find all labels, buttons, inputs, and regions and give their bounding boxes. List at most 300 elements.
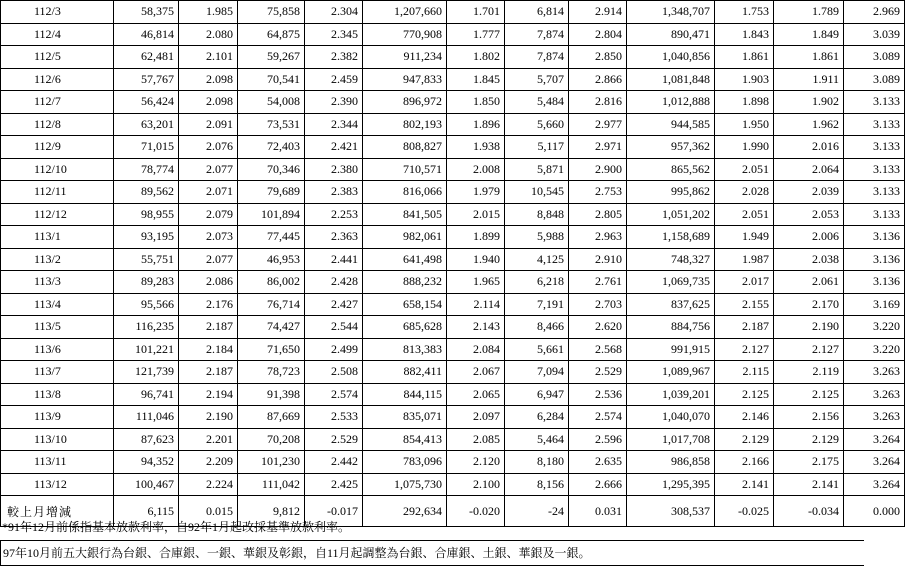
value-cell: 3.263 bbox=[844, 406, 905, 429]
value-cell: 3.136 bbox=[844, 248, 905, 271]
value-cell: 7,094 bbox=[505, 361, 569, 384]
value-cell: 2.209 bbox=[179, 451, 238, 474]
value-cell: 3.089 bbox=[844, 68, 905, 91]
value-cell: 5,464 bbox=[505, 428, 569, 451]
value-cell: 770,908 bbox=[363, 23, 447, 46]
value-cell: 87,669 bbox=[238, 406, 305, 429]
period-cell: 112/9 bbox=[1, 136, 114, 159]
value-cell: 2.816 bbox=[569, 91, 627, 114]
value-cell: 3.136 bbox=[844, 226, 905, 249]
value-cell: 2.098 bbox=[179, 68, 238, 91]
value-cell: 3.220 bbox=[844, 338, 905, 361]
value-cell: 2.805 bbox=[569, 203, 627, 226]
value-cell: 2.085 bbox=[447, 428, 505, 451]
value-cell: 2.428 bbox=[305, 271, 363, 294]
value-cell: 2.900 bbox=[569, 158, 627, 181]
value-cell: 6,115 bbox=[114, 496, 179, 527]
value-cell: 7,874 bbox=[505, 46, 569, 69]
value-cell: 2.086 bbox=[179, 271, 238, 294]
period-cell: 113/3 bbox=[1, 271, 114, 294]
value-cell: 2.016 bbox=[774, 136, 844, 159]
value-cell: 2.253 bbox=[305, 203, 363, 226]
value-cell: 71,650 bbox=[238, 338, 305, 361]
value-cell: 2.061 bbox=[774, 271, 844, 294]
value-cell: 55,751 bbox=[114, 248, 179, 271]
value-cell: 1.898 bbox=[715, 91, 774, 114]
value-cell: 3.039 bbox=[844, 23, 905, 46]
value-cell: 2.038 bbox=[774, 248, 844, 271]
value-cell: 835,071 bbox=[363, 406, 447, 429]
value-cell: 3.264 bbox=[844, 451, 905, 474]
value-cell: 2.064 bbox=[774, 158, 844, 181]
value-cell: 1,017,708 bbox=[627, 428, 715, 451]
value-cell: 8,466 bbox=[505, 316, 569, 339]
value-cell: 2.100 bbox=[447, 473, 505, 496]
value-cell: 2.536 bbox=[569, 383, 627, 406]
value-cell: 1.990 bbox=[715, 136, 774, 159]
table-row bbox=[1, 181, 905, 204]
value-cell: 46,953 bbox=[238, 248, 305, 271]
value-cell: 5,484 bbox=[505, 91, 569, 114]
value-cell: 2.753 bbox=[569, 181, 627, 204]
value-cell: 57,767 bbox=[114, 68, 179, 91]
table-row bbox=[1, 316, 905, 339]
value-cell: 2.499 bbox=[305, 338, 363, 361]
value-cell: 89,562 bbox=[114, 181, 179, 204]
value-cell: 2.143 bbox=[447, 316, 505, 339]
value-cell: 8,180 bbox=[505, 451, 569, 474]
value-cell: 1.902 bbox=[774, 91, 844, 114]
value-cell: 1.753 bbox=[715, 1, 774, 24]
table-row bbox=[1, 158, 905, 181]
value-cell: 2.114 bbox=[447, 293, 505, 316]
value-cell: 1.940 bbox=[447, 248, 505, 271]
value-cell: 1.777 bbox=[447, 23, 505, 46]
value-cell: 0.000 bbox=[844, 496, 905, 527]
value-cell: 816,066 bbox=[363, 181, 447, 204]
table-row bbox=[1, 428, 905, 451]
value-cell: 2.170 bbox=[774, 293, 844, 316]
value-cell: 46,814 bbox=[114, 23, 179, 46]
value-cell: 2.345 bbox=[305, 23, 363, 46]
value-cell: 111,046 bbox=[114, 406, 179, 429]
table-row bbox=[1, 113, 905, 136]
value-cell: 8,156 bbox=[505, 473, 569, 496]
value-cell: 2.910 bbox=[569, 248, 627, 271]
table-row bbox=[1, 473, 905, 496]
value-cell: 93,195 bbox=[114, 226, 179, 249]
value-cell: 844,115 bbox=[363, 383, 447, 406]
value-cell: 2.077 bbox=[179, 158, 238, 181]
value-cell: 2.129 bbox=[715, 428, 774, 451]
value-cell: 101,230 bbox=[238, 451, 305, 474]
period-cell: 112/5 bbox=[1, 46, 114, 69]
value-cell: 2.201 bbox=[179, 428, 238, 451]
value-cell: 2.065 bbox=[447, 383, 505, 406]
period-cell: 113/2 bbox=[1, 248, 114, 271]
value-cell: 982,061 bbox=[363, 226, 447, 249]
value-cell: 2.969 bbox=[844, 1, 905, 24]
value-cell: 2.028 bbox=[715, 181, 774, 204]
value-cell: 78,774 bbox=[114, 158, 179, 181]
value-cell: 292,634 bbox=[363, 496, 447, 527]
value-cell: 2.529 bbox=[305, 428, 363, 451]
value-cell: 1.938 bbox=[447, 136, 505, 159]
table-body bbox=[1, 1, 905, 527]
value-cell: 5,707 bbox=[505, 68, 569, 91]
value-cell: 1,207,660 bbox=[363, 1, 447, 24]
value-cell: 1.965 bbox=[447, 271, 505, 294]
period-cell: 113/5 bbox=[1, 316, 114, 339]
value-cell: 6,814 bbox=[505, 1, 569, 24]
table-row bbox=[1, 136, 905, 159]
value-cell: 2.084 bbox=[447, 338, 505, 361]
value-cell: 2.067 bbox=[447, 361, 505, 384]
value-cell: 76,714 bbox=[238, 293, 305, 316]
value-cell: 1.911 bbox=[774, 68, 844, 91]
value-cell: 1.802 bbox=[447, 46, 505, 69]
value-cell: 2.091 bbox=[179, 113, 238, 136]
value-cell: 1,089,967 bbox=[627, 361, 715, 384]
value-cell: 70,346 bbox=[238, 158, 305, 181]
value-cell: -24 bbox=[505, 496, 569, 527]
value-cell: 2.442 bbox=[305, 451, 363, 474]
value-cell: 2.176 bbox=[179, 293, 238, 316]
value-cell: 94,352 bbox=[114, 451, 179, 474]
value-cell: 5,660 bbox=[505, 113, 569, 136]
value-cell: 2.119 bbox=[774, 361, 844, 384]
value-cell: 2.804 bbox=[569, 23, 627, 46]
value-cell: 1,069,735 bbox=[627, 271, 715, 294]
period-cell: 113/6 bbox=[1, 338, 114, 361]
value-cell: 63,201 bbox=[114, 113, 179, 136]
value-cell: 2.761 bbox=[569, 271, 627, 294]
value-cell: 72,403 bbox=[238, 136, 305, 159]
value-cell: 2.620 bbox=[569, 316, 627, 339]
table-row bbox=[1, 203, 905, 226]
value-cell: 2.051 bbox=[715, 203, 774, 226]
value-cell: 121,739 bbox=[114, 361, 179, 384]
value-cell: 2.508 bbox=[305, 361, 363, 384]
period-cell: 112/12 bbox=[1, 203, 114, 226]
value-cell: 884,756 bbox=[627, 316, 715, 339]
value-cell: 995,862 bbox=[627, 181, 715, 204]
period-cell: 較上月增減 bbox=[1, 496, 114, 527]
value-cell: 2.015 bbox=[447, 203, 505, 226]
period-cell: 112/4 bbox=[1, 23, 114, 46]
value-cell: 2.120 bbox=[447, 451, 505, 474]
value-cell: 2.596 bbox=[569, 428, 627, 451]
value-cell: 78,723 bbox=[238, 361, 305, 384]
table-row bbox=[1, 46, 905, 69]
value-cell: 1.979 bbox=[447, 181, 505, 204]
value-cell: 641,498 bbox=[363, 248, 447, 271]
value-cell: 56,424 bbox=[114, 91, 179, 114]
table-row bbox=[1, 68, 905, 91]
value-cell: 1.987 bbox=[715, 248, 774, 271]
value-cell: 2.187 bbox=[179, 361, 238, 384]
value-cell: 658,154 bbox=[363, 293, 447, 316]
value-cell: 2.390 bbox=[305, 91, 363, 114]
value-cell: 2.079 bbox=[179, 203, 238, 226]
value-cell: 5,871 bbox=[505, 158, 569, 181]
value-cell: 1,012,888 bbox=[627, 91, 715, 114]
value-cell: 2.427 bbox=[305, 293, 363, 316]
value-cell: 1.899 bbox=[447, 226, 505, 249]
value-cell: 1.950 bbox=[715, 113, 774, 136]
value-cell: 2.101 bbox=[179, 46, 238, 69]
period-cell: 112/11 bbox=[1, 181, 114, 204]
value-cell: 783,096 bbox=[363, 451, 447, 474]
value-cell: 2.425 bbox=[305, 473, 363, 496]
value-cell: 896,972 bbox=[363, 91, 447, 114]
value-cell: 1,295,395 bbox=[627, 473, 715, 496]
value-cell: 3.133 bbox=[844, 136, 905, 159]
value-cell: 100,467 bbox=[114, 473, 179, 496]
footnote-prime-rate: *91年12月前係指基本放款利率，自92年1月起改採基準放款利率。 bbox=[0, 514, 864, 541]
value-cell: 89,283 bbox=[114, 271, 179, 294]
value-cell: 2.544 bbox=[305, 316, 363, 339]
value-cell: 947,833 bbox=[363, 68, 447, 91]
value-cell: 2.080 bbox=[179, 23, 238, 46]
value-cell: 2.129 bbox=[774, 428, 844, 451]
table-row bbox=[1, 23, 905, 46]
value-cell: 854,413 bbox=[363, 428, 447, 451]
value-cell: 2.017 bbox=[715, 271, 774, 294]
value-cell: 70,541 bbox=[238, 68, 305, 91]
value-cell: 7,874 bbox=[505, 23, 569, 46]
value-cell: 2.187 bbox=[179, 316, 238, 339]
value-cell: 2.155 bbox=[715, 293, 774, 316]
value-cell: 2.568 bbox=[569, 338, 627, 361]
value-cell: 3.133 bbox=[844, 181, 905, 204]
value-cell: 74,427 bbox=[238, 316, 305, 339]
value-cell: 2.421 bbox=[305, 136, 363, 159]
value-cell: 1,039,201 bbox=[627, 383, 715, 406]
table-row bbox=[1, 406, 905, 429]
value-cell: 2.529 bbox=[569, 361, 627, 384]
value-cell: 3.220 bbox=[844, 316, 905, 339]
table-row bbox=[1, 248, 905, 271]
table-row bbox=[1, 91, 905, 114]
table-row bbox=[1, 383, 905, 406]
value-cell: 3.133 bbox=[844, 91, 905, 114]
value-cell: 10,545 bbox=[505, 181, 569, 204]
value-cell: 2.006 bbox=[774, 226, 844, 249]
value-cell: 1.845 bbox=[447, 68, 505, 91]
period-cell: 112/3 bbox=[1, 1, 114, 24]
period-cell: 112/6 bbox=[1, 68, 114, 91]
value-cell: 2.098 bbox=[179, 91, 238, 114]
value-cell: -0.025 bbox=[715, 496, 774, 527]
value-cell: 2.383 bbox=[305, 181, 363, 204]
value-cell: 3.264 bbox=[844, 473, 905, 496]
value-cell: 2.441 bbox=[305, 248, 363, 271]
value-cell: 2.574 bbox=[569, 406, 627, 429]
value-cell: 2.039 bbox=[774, 181, 844, 204]
value-cell: 1,081,848 bbox=[627, 68, 715, 91]
value-cell: 3.263 bbox=[844, 361, 905, 384]
value-cell: 70,208 bbox=[238, 428, 305, 451]
value-cell: 1.843 bbox=[715, 23, 774, 46]
value-cell: 1.849 bbox=[774, 23, 844, 46]
value-cell: 2.635 bbox=[569, 451, 627, 474]
value-cell: 54,008 bbox=[238, 91, 305, 114]
value-cell: 1.701 bbox=[447, 1, 505, 24]
value-cell: 75,858 bbox=[238, 1, 305, 24]
value-cell: 2.008 bbox=[447, 158, 505, 181]
value-cell: 991,915 bbox=[627, 338, 715, 361]
value-cell: 6,947 bbox=[505, 383, 569, 406]
value-cell: 2.304 bbox=[305, 1, 363, 24]
value-cell: 2.125 bbox=[715, 383, 774, 406]
value-cell: 2.533 bbox=[305, 406, 363, 429]
footnote-five-banks: 97年10月前五大銀行為台銀、合庫銀、一銀、華銀及彰銀，自11月起調整為台銀、合庫銀、土銀、華銀及一銀。 bbox=[0, 541, 864, 566]
value-cell: 748,327 bbox=[627, 248, 715, 271]
value-cell: 2.127 bbox=[715, 338, 774, 361]
value-cell: 87,623 bbox=[114, 428, 179, 451]
period-cell: 112/7 bbox=[1, 91, 114, 114]
value-cell: 9,812 bbox=[238, 496, 305, 527]
period-cell: 113/7 bbox=[1, 361, 114, 384]
value-cell: 2.190 bbox=[179, 406, 238, 429]
value-cell: 1.949 bbox=[715, 226, 774, 249]
value-cell: 116,235 bbox=[114, 316, 179, 339]
value-cell: 1.896 bbox=[447, 113, 505, 136]
value-cell: 6,218 bbox=[505, 271, 569, 294]
value-cell: 79,689 bbox=[238, 181, 305, 204]
value-cell: 2.363 bbox=[305, 226, 363, 249]
value-cell: 1,158,689 bbox=[627, 226, 715, 249]
value-cell: 1,040,856 bbox=[627, 46, 715, 69]
value-cell: 1.789 bbox=[774, 1, 844, 24]
value-cell: 98,955 bbox=[114, 203, 179, 226]
value-cell: 813,383 bbox=[363, 338, 447, 361]
table-row bbox=[1, 293, 905, 316]
value-cell: 2.703 bbox=[569, 293, 627, 316]
value-cell: 882,411 bbox=[363, 361, 447, 384]
period-cell: 113/9 bbox=[1, 406, 114, 429]
period-cell: 113/8 bbox=[1, 383, 114, 406]
value-cell: 3.133 bbox=[844, 158, 905, 181]
value-cell: 2.175 bbox=[774, 451, 844, 474]
value-cell: 101,221 bbox=[114, 338, 179, 361]
value-cell: 2.073 bbox=[179, 226, 238, 249]
value-cell: 2.156 bbox=[774, 406, 844, 429]
value-cell: 2.125 bbox=[774, 383, 844, 406]
value-cell: 1,348,707 bbox=[627, 1, 715, 24]
value-cell: 91,398 bbox=[238, 383, 305, 406]
value-cell: 4,125 bbox=[505, 248, 569, 271]
value-cell: 64,875 bbox=[238, 23, 305, 46]
value-cell: 0.015 bbox=[179, 496, 238, 527]
value-cell: 2.963 bbox=[569, 226, 627, 249]
value-cell: 1,075,730 bbox=[363, 473, 447, 496]
value-cell: 2.115 bbox=[715, 361, 774, 384]
value-cell: 2.971 bbox=[569, 136, 627, 159]
value-cell: 62,481 bbox=[114, 46, 179, 69]
value-cell: 865,562 bbox=[627, 158, 715, 181]
value-cell: 1.861 bbox=[715, 46, 774, 69]
value-cell: 2.850 bbox=[569, 46, 627, 69]
value-cell: 1.903 bbox=[715, 68, 774, 91]
value-cell: 7,191 bbox=[505, 293, 569, 316]
value-cell: 1.985 bbox=[179, 1, 238, 24]
value-cell: 841,505 bbox=[363, 203, 447, 226]
value-cell: 2.224 bbox=[179, 473, 238, 496]
value-cell: 3.133 bbox=[844, 203, 905, 226]
value-cell: 3.133 bbox=[844, 113, 905, 136]
value-cell: 2.141 bbox=[774, 473, 844, 496]
value-cell: 944,585 bbox=[627, 113, 715, 136]
value-cell: 986,858 bbox=[627, 451, 715, 474]
period-cell: 113/10 bbox=[1, 428, 114, 451]
value-cell: 2.380 bbox=[305, 158, 363, 181]
value-cell: 86,002 bbox=[238, 271, 305, 294]
value-cell: 2.051 bbox=[715, 158, 774, 181]
value-cell: 6,284 bbox=[505, 406, 569, 429]
value-cell: -0.020 bbox=[447, 496, 505, 527]
value-cell: 2.146 bbox=[715, 406, 774, 429]
value-cell: 2.666 bbox=[569, 473, 627, 496]
value-cell: 71,015 bbox=[114, 136, 179, 159]
value-cell: 101,894 bbox=[238, 203, 305, 226]
value-cell: 308,537 bbox=[627, 496, 715, 527]
value-cell: 2.187 bbox=[715, 316, 774, 339]
table-row bbox=[1, 451, 905, 474]
period-cell: 113/12 bbox=[1, 473, 114, 496]
value-cell: 2.166 bbox=[715, 451, 774, 474]
value-cell: 111,042 bbox=[238, 473, 305, 496]
table-row bbox=[1, 338, 905, 361]
value-cell: 5,117 bbox=[505, 136, 569, 159]
value-cell: 2.184 bbox=[179, 338, 238, 361]
value-cell: 2.077 bbox=[179, 248, 238, 271]
value-cell: 2.190 bbox=[774, 316, 844, 339]
value-cell: 96,741 bbox=[114, 383, 179, 406]
value-cell: 5,661 bbox=[505, 338, 569, 361]
value-cell: 73,531 bbox=[238, 113, 305, 136]
period-cell: 112/10 bbox=[1, 158, 114, 181]
value-cell: 808,827 bbox=[363, 136, 447, 159]
table-row bbox=[1, 1, 905, 24]
value-cell: 888,232 bbox=[363, 271, 447, 294]
table-row bbox=[1, 271, 905, 294]
value-cell: 2.141 bbox=[715, 473, 774, 496]
value-cell: 890,471 bbox=[627, 23, 715, 46]
period-cell: 113/1 bbox=[1, 226, 114, 249]
value-cell: 77,445 bbox=[238, 226, 305, 249]
value-cell: 837,625 bbox=[627, 293, 715, 316]
period-cell: 112/8 bbox=[1, 113, 114, 136]
value-cell: 2.194 bbox=[179, 383, 238, 406]
value-cell: 1.962 bbox=[774, 113, 844, 136]
value-cell: 2.076 bbox=[179, 136, 238, 159]
value-cell: 1,051,202 bbox=[627, 203, 715, 226]
table-row bbox=[1, 226, 905, 249]
value-cell: -0.034 bbox=[774, 496, 844, 527]
value-cell: 2.071 bbox=[179, 181, 238, 204]
value-cell: 2.344 bbox=[305, 113, 363, 136]
value-cell: 2.574 bbox=[305, 383, 363, 406]
value-cell: 2.097 bbox=[447, 406, 505, 429]
value-cell: 685,628 bbox=[363, 316, 447, 339]
value-cell: 2.977 bbox=[569, 113, 627, 136]
value-cell: 2.866 bbox=[569, 68, 627, 91]
value-cell: 1.861 bbox=[774, 46, 844, 69]
value-cell: 58,375 bbox=[114, 1, 179, 24]
value-cell: 2.382 bbox=[305, 46, 363, 69]
